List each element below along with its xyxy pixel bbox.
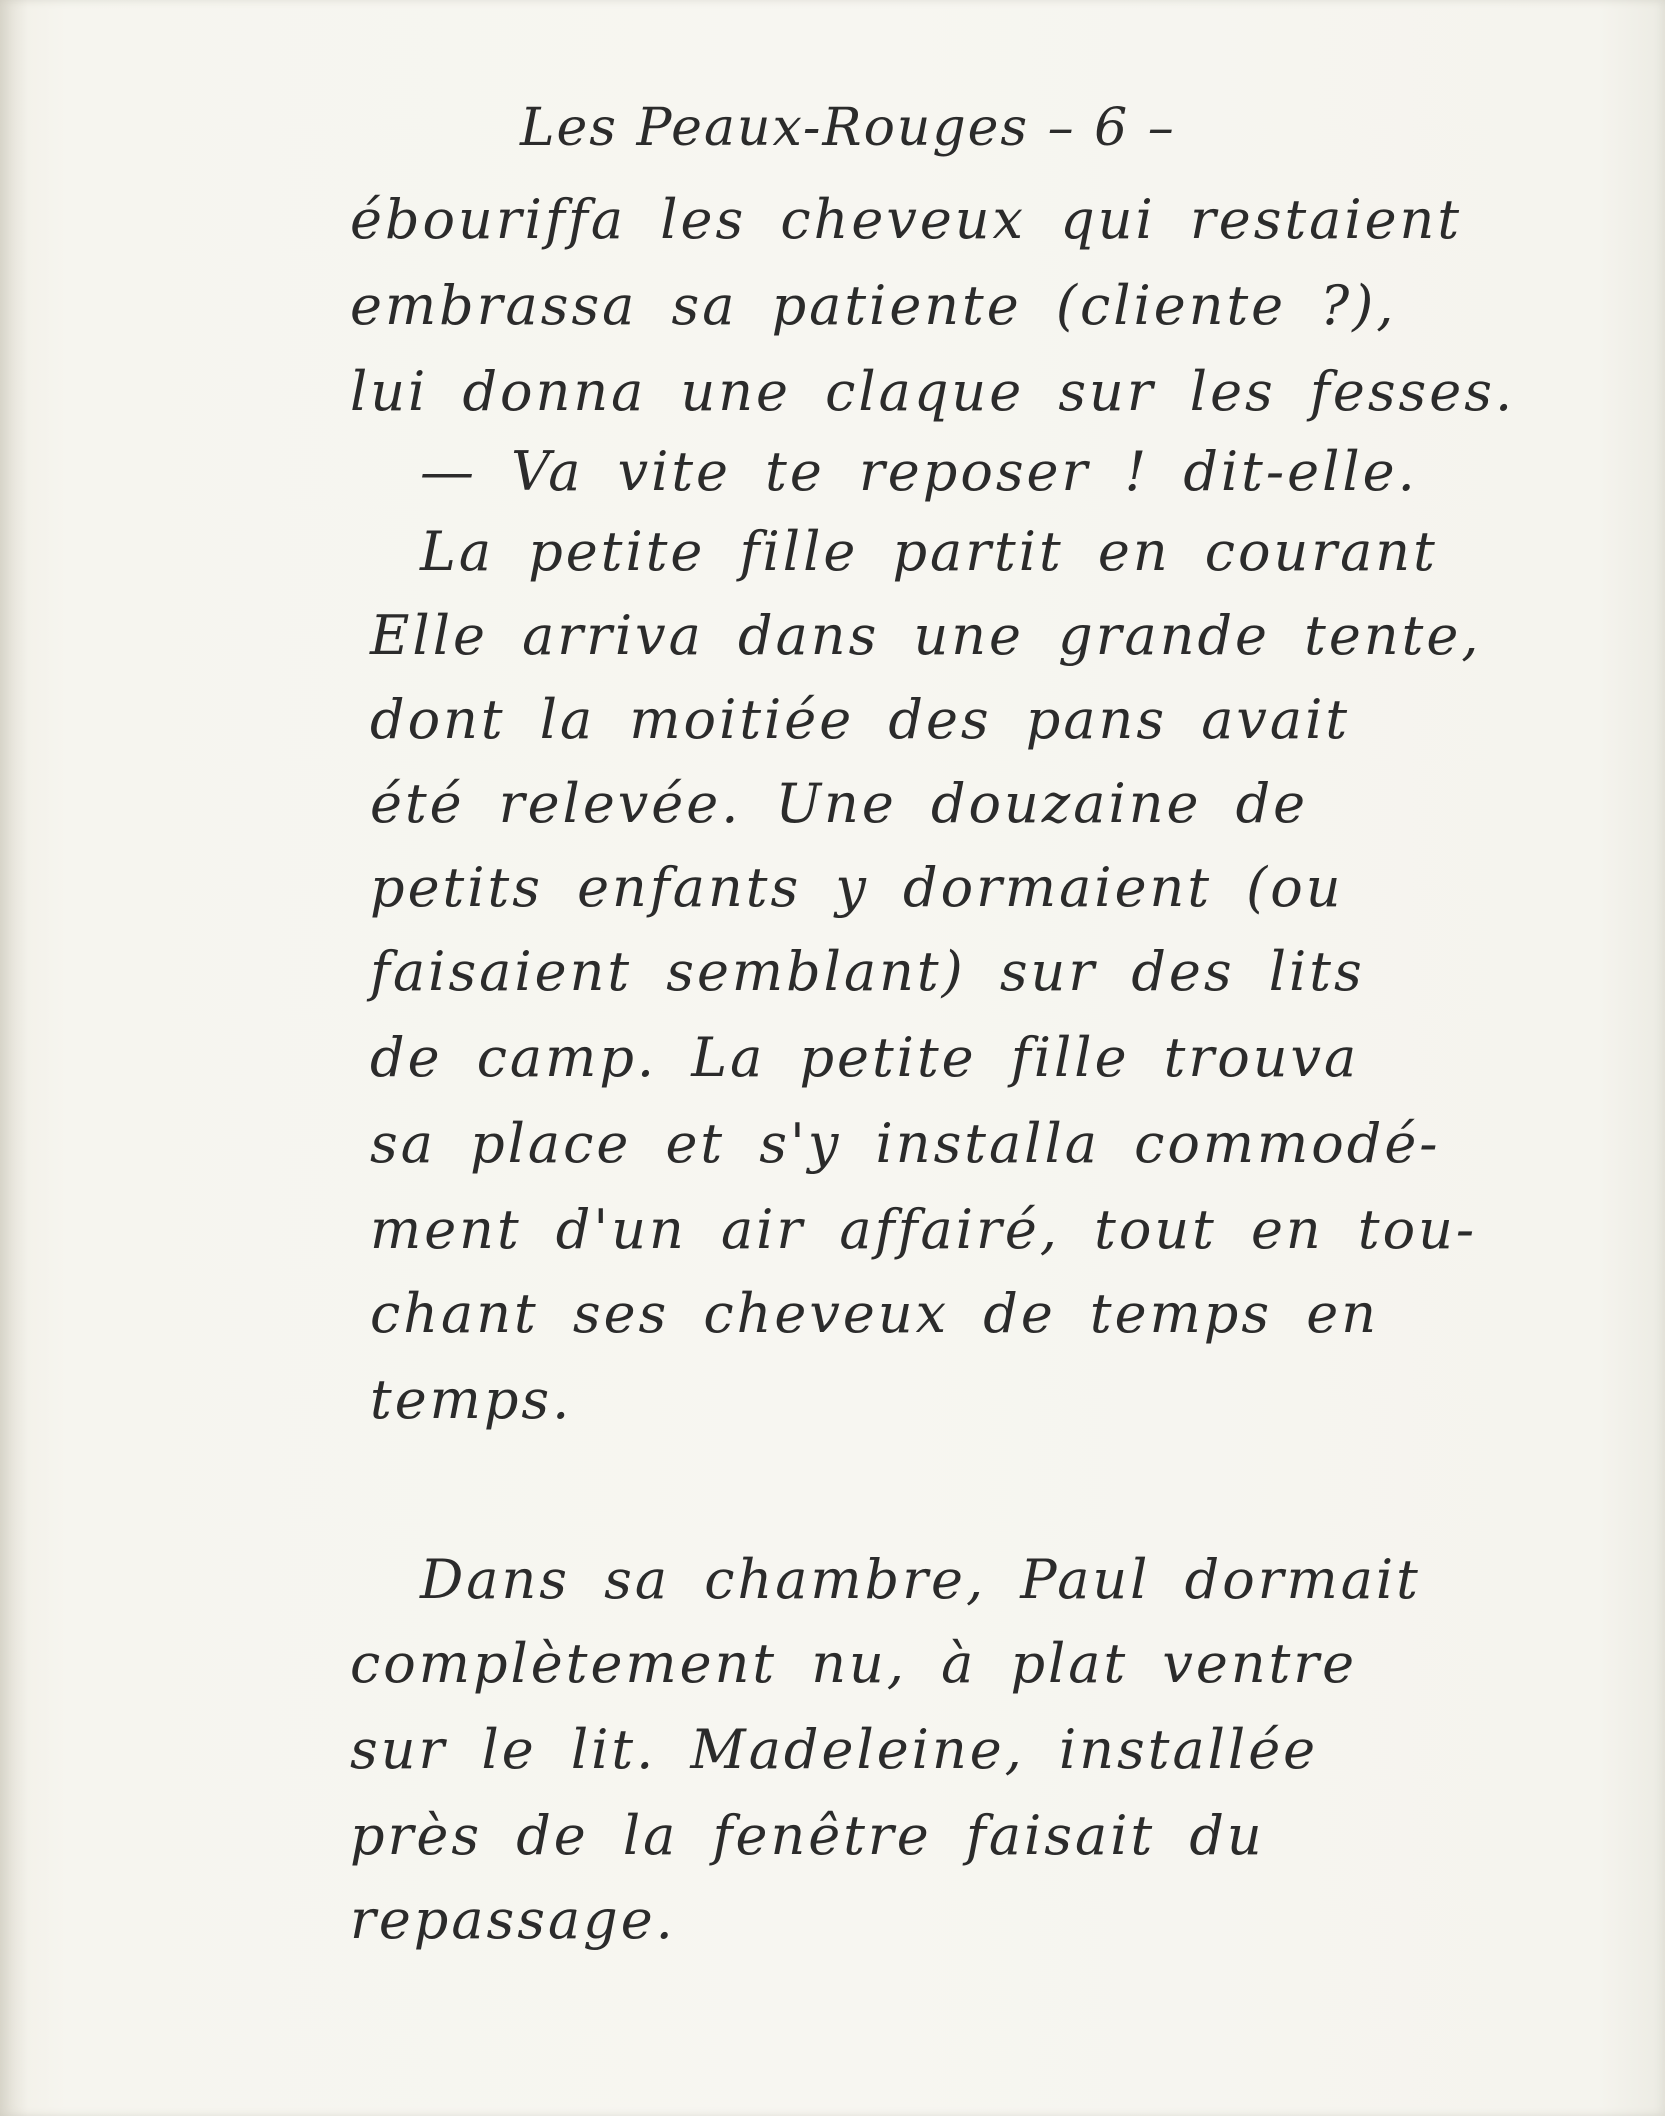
text-line: ment d'un air affairé, tout en tou- <box>370 1198 1478 1261</box>
text-line: été relevée. Une douzaine de <box>370 772 1309 835</box>
text-line: chant ses cheveux de temps en <box>370 1282 1379 1345</box>
text-line: Elle arriva dans une grande tente, <box>370 604 1482 667</box>
text-line: sa place et s'y installa commodé- <box>370 1112 1441 1175</box>
text-line: temps. <box>370 1368 573 1431</box>
text-line: complètement nu, à plat ventre <box>350 1632 1358 1695</box>
page-number: – 6 – <box>1047 98 1176 158</box>
text-line: ébouriffa les cheveux qui restaient <box>350 188 1463 251</box>
text-line: dont la moitiée des pans avait <box>370 688 1351 751</box>
text-line: petits enfants y dormaient (ou <box>370 856 1344 919</box>
text-line: lui donna une claque sur les fesses. <box>350 360 1516 423</box>
text-line: près de la fenêtre faisait du <box>350 1804 1265 1867</box>
text-line: embrassa sa patiente (cliente ?), <box>350 274 1397 337</box>
page-heading <box>520 98 1176 158</box>
text-line: Dans sa chambre, Paul dormait <box>420 1548 1421 1611</box>
page-edge-shadow <box>0 0 28 2116</box>
text-line: faisaient semblant) sur des lits <box>370 940 1365 1003</box>
text-line: de camp. La petite fille trouva <box>370 1026 1360 1089</box>
page-title: Les Peaux-Rouges <box>520 98 1030 158</box>
text-line: — Va vite te reposer ! dit-elle. <box>420 440 1418 503</box>
text-line: sur le lit. Madeleine, installée <box>350 1718 1319 1781</box>
text-line: La petite fille partit en courant <box>420 520 1438 583</box>
text-line: repassage. <box>350 1888 676 1951</box>
